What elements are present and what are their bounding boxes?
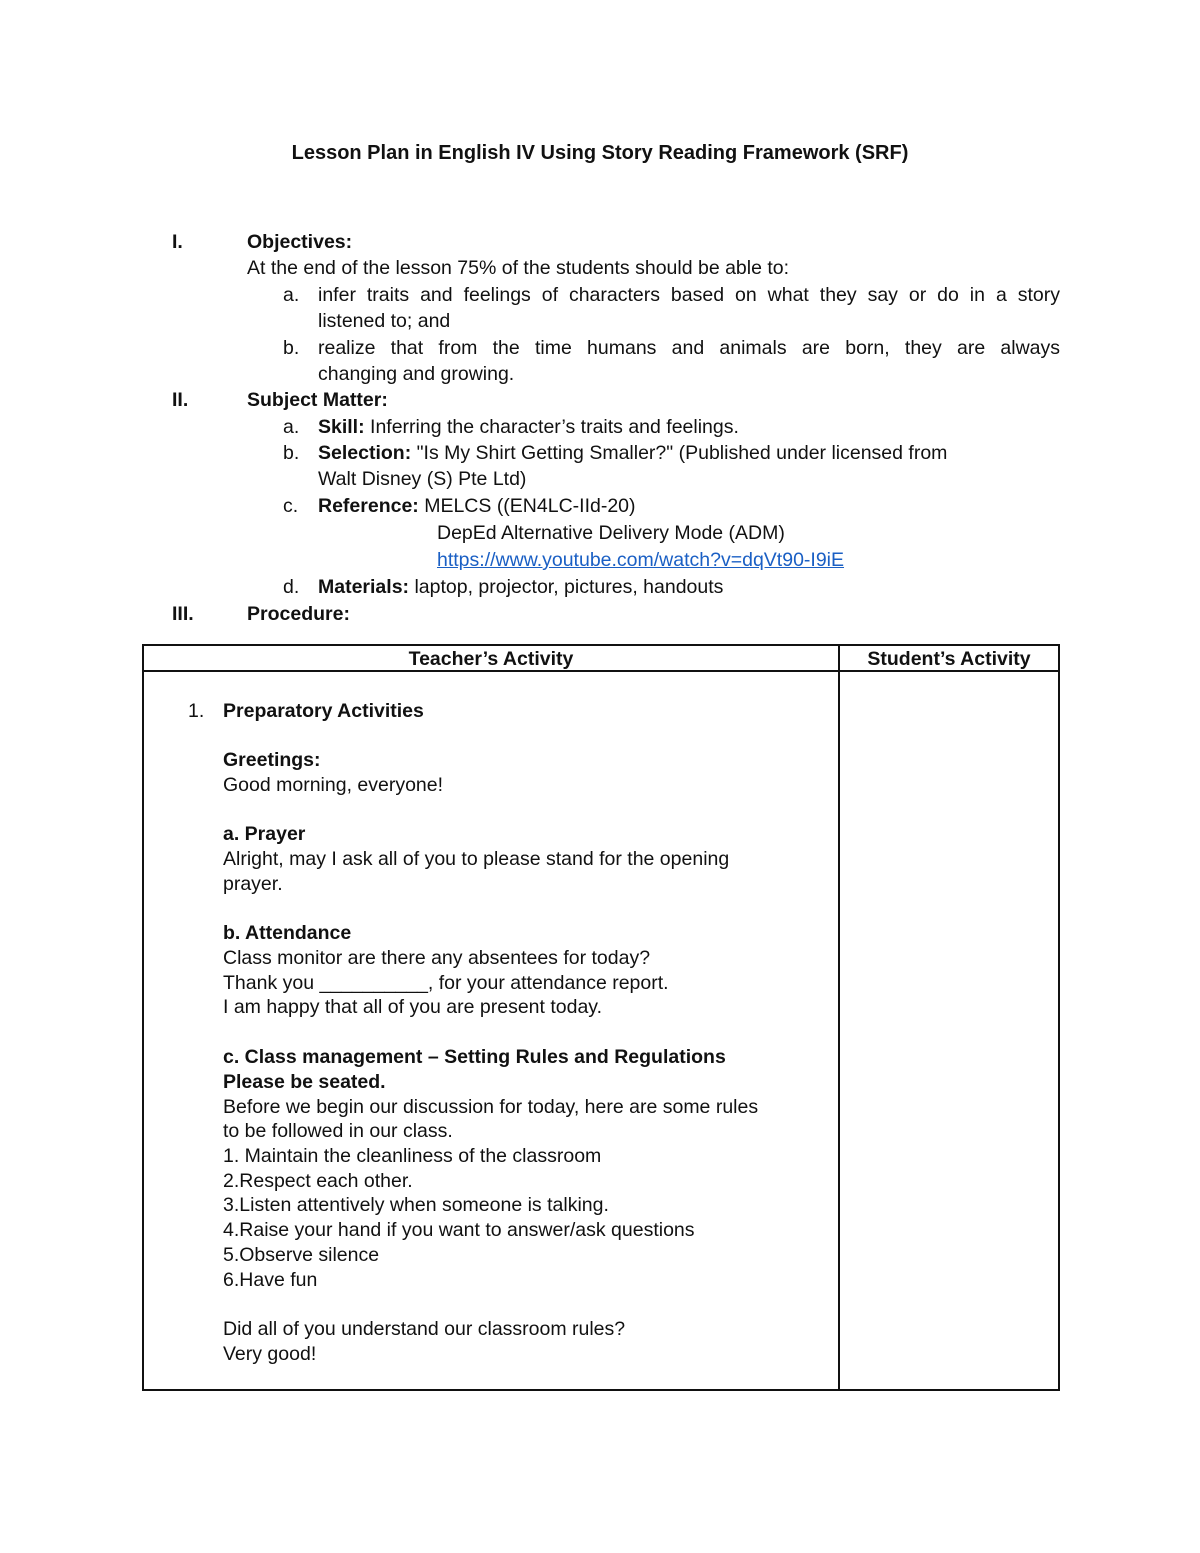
section-numeral-iii: III.	[172, 603, 194, 625]
teacher-activity-header: Teacher’s Activity	[408, 648, 574, 670]
materials-label: Materials:	[318, 576, 410, 598]
prayer-line2: prayer.	[223, 873, 283, 895]
greetings-heading: Greetings:	[223, 749, 321, 771]
rule-item: 6.Have fun	[223, 1269, 318, 1291]
selection-label: Selection:	[318, 442, 412, 464]
materials-marker: d.	[283, 576, 300, 598]
header-divider	[144, 670, 1058, 672]
rule-item: 5.Observe silence	[223, 1244, 380, 1266]
skill-label: Skill:	[318, 416, 365, 438]
skill-marker: a.	[283, 416, 300, 438]
objectives-intro: At the end of the lesson 75% of the students should be able to:	[247, 257, 790, 279]
rule-item: 2.Respect each other.	[223, 1170, 413, 1192]
reference-row	[318, 493, 636, 519]
attendance-line: I am happy that all of you are present today.	[223, 996, 603, 1018]
skill-text: Inferring the character’s traits and feelings.	[364, 416, 739, 438]
closing-line2: Very good!	[223, 1343, 317, 1365]
prep-heading: Preparatory Activities	[223, 700, 424, 722]
rule-item: 1. Maintain the cleanliness of the classroom	[223, 1145, 602, 1167]
objective-a-line1: infer traits and feelings of characters based on what they say or do in a story	[318, 284, 1060, 306]
objective-marker-b: b.	[283, 337, 300, 359]
skill-row	[318, 414, 739, 440]
class-management-heading: c. Class management – Setting Rules and Regulations	[223, 1046, 726, 1068]
class-management-line: Before we begin our discussion for today, here are some rules	[223, 1096, 759, 1118]
objective-b-line1: realize that from the time humans and animals are born, they are always	[318, 337, 1060, 359]
reference-text: MELCS ((EN4LC-IId-20)	[418, 495, 636, 517]
objective-a-line2: listened to; and	[318, 310, 451, 332]
youtube-link[interactable]: https://www.youtube.com/watch?v=dqVt90-I9iE	[437, 549, 845, 571]
selection-row	[318, 440, 947, 466]
objectives-heading: Objectives:	[247, 231, 353, 253]
materials-row	[318, 574, 723, 600]
attendance-line: Class monitor are there any absentees for today?	[223, 947, 651, 969]
column-divider	[838, 646, 840, 1389]
subject-matter-heading: Subject Matter:	[247, 389, 388, 411]
section-numeral-i: I.	[172, 231, 183, 253]
objective-marker-a: a.	[283, 284, 300, 306]
selection-text: "Is My Shirt Getting Smaller?" (Published under licensed from	[411, 442, 948, 464]
attendance-line: Thank you __________, for your attendance report.	[223, 972, 669, 994]
prayer-line1: Alright, may I ask all of you to please stand for the opening	[223, 848, 730, 870]
rule-item: 3.Listen attentively when someone is talking.	[223, 1194, 609, 1216]
attendance-heading: b. Attendance	[223, 922, 352, 944]
selection-marker: b.	[283, 442, 300, 464]
section-numeral-ii: II.	[172, 389, 189, 411]
procedure-heading: Procedure:	[247, 603, 350, 625]
reference-label: Reference:	[318, 495, 419, 517]
prayer-heading: a. Prayer	[223, 823, 306, 845]
closing-line1: Did all of you understand our classroom rules?	[223, 1318, 626, 1340]
reference-line2: DepEd Alternative Delivery Mode (ADM)	[437, 522, 785, 544]
procedure-table	[142, 644, 1060, 1391]
objective-b-line2: changing and growing.	[318, 363, 515, 385]
reference-marker: c.	[283, 495, 299, 517]
class-management-subheading: Please be seated.	[223, 1071, 386, 1093]
selection-line2: Walt Disney (S) Pte Ltd)	[318, 468, 527, 490]
greetings-text: Good morning, everyone!	[223, 774, 444, 796]
student-activity-header: Student’s Activity	[867, 648, 1031, 670]
rule-item: 4.Raise your hand if you want to answer/ask questions	[223, 1219, 695, 1241]
prep-number: 1.	[188, 700, 205, 722]
page-title: Lesson Plan in English IV Using Story Reading Framework (SRF)	[291, 142, 909, 164]
materials-text: laptop, projector, pictures, handouts	[409, 576, 724, 598]
class-management-line: to be followed in our class.	[223, 1120, 453, 1142]
